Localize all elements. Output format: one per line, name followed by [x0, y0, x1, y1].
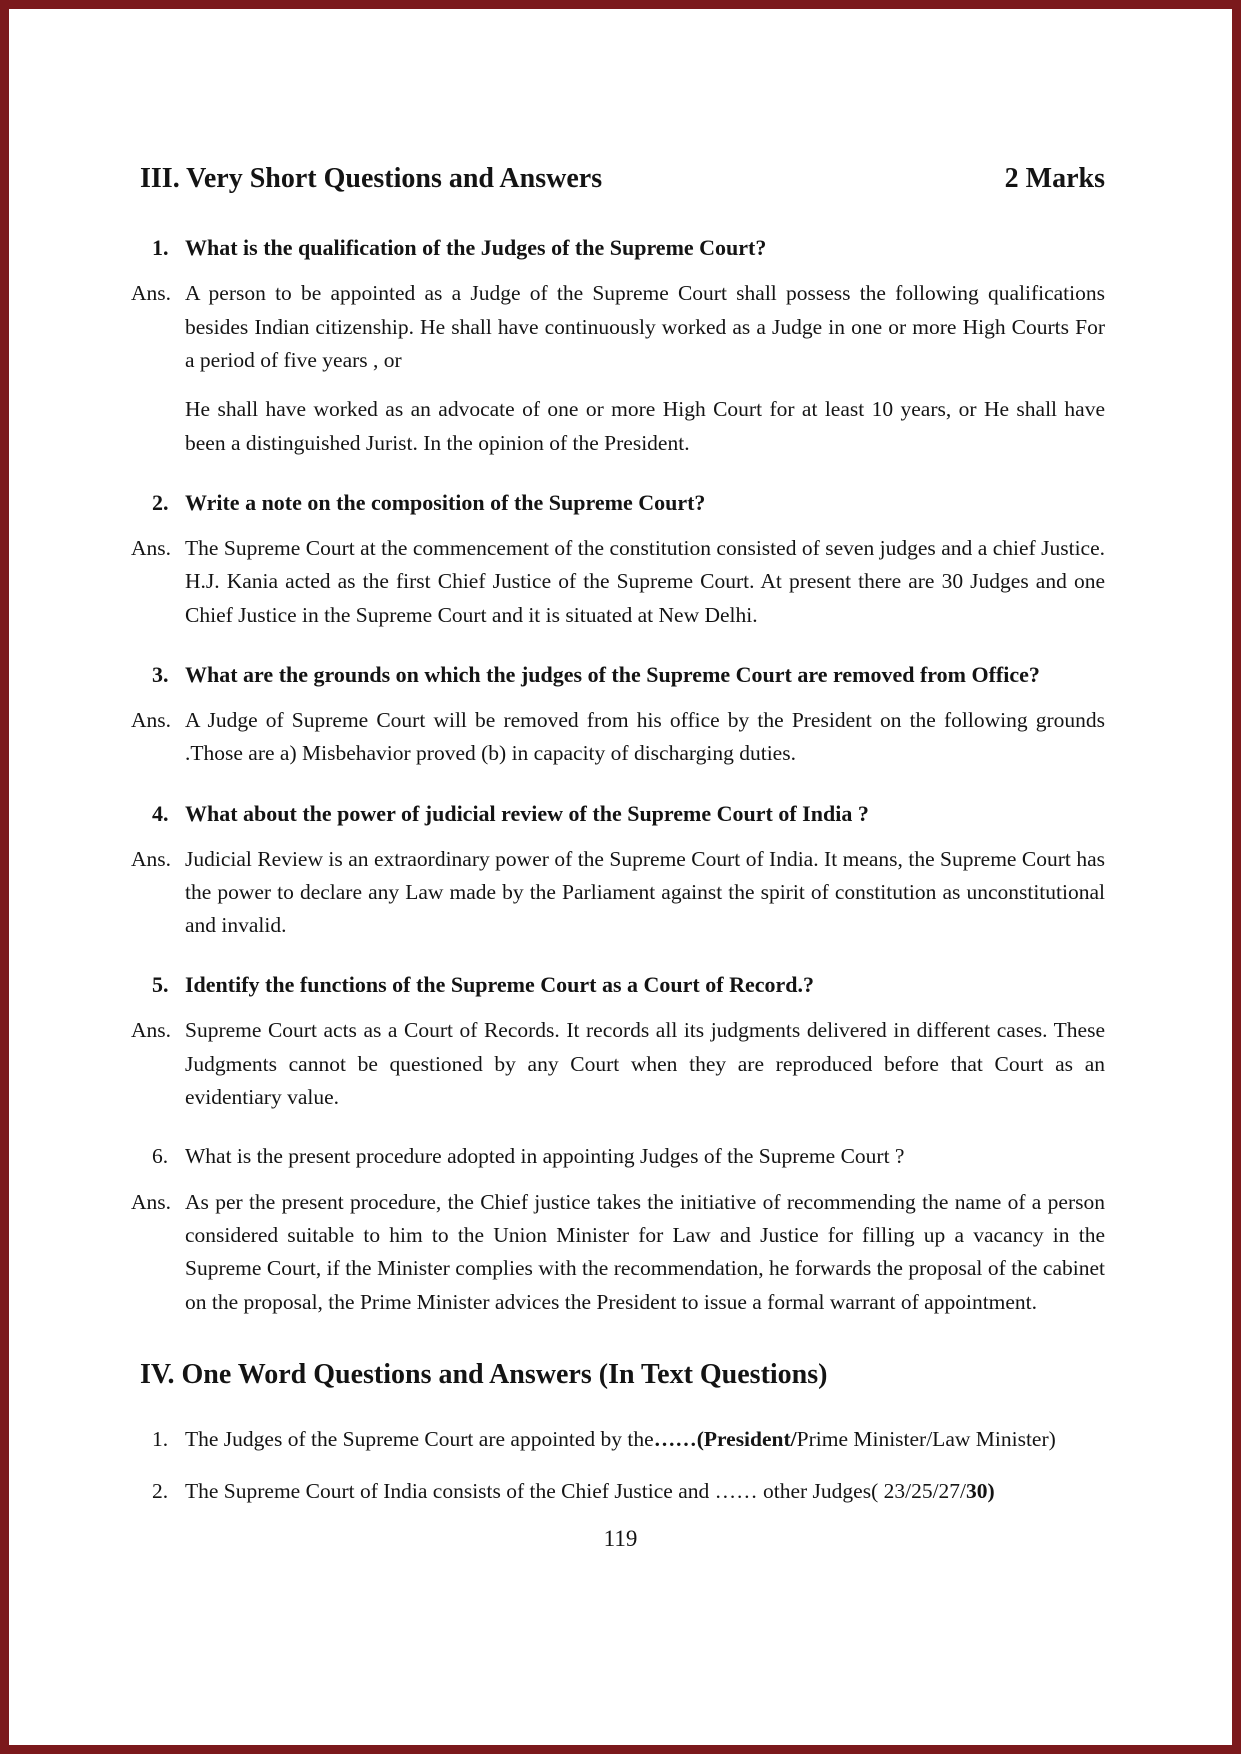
section-iv-title: IV. One Word Questions and Answers (In Text Questions) — [140, 1358, 828, 1390]
one-word-item-2-answer: 30) — [966, 1478, 995, 1503]
question-4-number: 4. — [152, 800, 169, 826]
section-iii-marks: 2 Marks — [1004, 163, 1105, 194]
answer-6-label: Ans. — [131, 1189, 172, 1214]
qa-block-4 — [0, 797, 1241, 943]
answer-2-para-1: The Supreme Court at the commencement of the constitution consisted of seven judges and a chief Justice. H.J. Kania acted as the first Chief Justice of the Supreme Court. At present there are 30 Judges and one Chief Justice in the Supreme Court and it is situated at New Delhi. — [185, 535, 1105, 627]
question-5-text: Identify the functions of the Supreme Court as a Court of Record.? — [185, 972, 814, 998]
answer-4-para-1: Judicial Review is an extraordinary power of the Supreme Court of India. It means, the Supreme Court has the power to declare any Law made by the Parliament against the spirit of constitution as unconstitutional and invalid. — [185, 846, 1105, 938]
answer-1 — [0, 277, 1241, 460]
question-6-text: What is the present procedure adopted in appointing Judges of the Supreme Court ? — [185, 1144, 905, 1169]
section-iv-header — [140, 1357, 1105, 1393]
answer-2 — [0, 532, 1241, 632]
question-3 — [0, 658, 1241, 691]
qa-block-2 — [0, 486, 1241, 632]
one-word-item-1-text — [185, 1423, 1105, 1456]
one-word-item-1-number: 1. — [152, 1427, 169, 1452]
page-content — [0, 161, 1241, 1552]
one-word-item-2 — [0, 1475, 1241, 1508]
section-iii-header — [140, 161, 1105, 197]
answer-3-label: Ans. — [131, 707, 172, 732]
question-2-text: Write a note on the composition of the Supreme Court? — [185, 489, 706, 515]
question-4 — [0, 797, 1241, 830]
question-6-number: 6. — [152, 1144, 169, 1169]
answer-4-label: Ans. — [131, 846, 172, 871]
one-word-item-1-answer: ……(President/ — [653, 1427, 797, 1452]
one-word-item-1-pre: The Judges of the Supreme Court are appointed by the — [185, 1427, 654, 1452]
one-word-item-2-number: 2. — [152, 1478, 169, 1503]
question-2 — [0, 486, 1241, 519]
answer-3-para-1: A Judge of Supreme Court will be removed from his office by the President on the following grounds .Those are a) Misbehavior proved (b) in capacity of discharging duties. — [185, 707, 1105, 766]
question-1 — [0, 231, 1241, 264]
question-6 — [0, 1140, 1241, 1172]
qa-block-5 — [0, 968, 1241, 1114]
one-word-item-1-post: Prime Minister/Law Minister) — [796, 1427, 1056, 1452]
one-word-item-1 — [0, 1423, 1241, 1456]
answer-4 — [0, 843, 1241, 943]
qa-block-6 — [0, 1140, 1241, 1319]
question-5 — [0, 968, 1241, 1001]
question-5-number: 5. — [152, 972, 169, 998]
question-4-text: What about the power of judicial review of the Supreme Court of India ? — [185, 800, 869, 826]
page-number: 119 — [603, 1525, 638, 1551]
one-word-item-2-pre: The Supreme Court of India consists of the Chief Justice and …… other Judges( 23/25/27/ — [185, 1478, 967, 1503]
answer-3 — [0, 704, 1241, 771]
qa-block-3 — [0, 658, 1241, 771]
answer-5-para-1: Supreme Court acts as a Court of Records. It records all its judgments delivered in different cases. These Judgments cannot be questioned by any Court when they are reproduced before that Court as an evidentiary value. — [185, 1018, 1105, 1110]
question-3-text: What are the grounds on which the judges of the Supreme Court are removed from Office? — [185, 661, 1040, 687]
question-3-number: 3. — [152, 661, 169, 687]
answer-1-label: Ans. — [131, 281, 172, 306]
answer-5 — [0, 1014, 1241, 1114]
section-iii-title: III. Very Short Questions and Answers — [140, 163, 603, 194]
answer-2-label: Ans. — [131, 535, 172, 560]
answer-6 — [0, 1186, 1241, 1319]
answer-1-para-2: He shall have worked as an advocate of one or more High Court for at least 10 years, or He shall have been a distinguished Jurist. In the opinion of the President. — [185, 397, 1105, 455]
answer-5-label: Ans. — [131, 1018, 172, 1043]
question-1-number: 1. — [152, 235, 169, 261]
one-word-item-2-text — [185, 1475, 1105, 1508]
answer-1-para-1: A person to be appointed as a Judge of the Supreme Court shall possess the following qualifications besides Indian citizenship. He shall have continuously worked as a Judge in one or more High Courts For a period of five years , or — [185, 281, 1105, 373]
question-2-number: 2. — [152, 489, 169, 515]
qa-block-1 — [0, 231, 1241, 460]
answer-6-para-1: As per the present procedure, the Chief justice takes the initiative of recommending the name of a person considered suitable to him to the Union Minister for Law and Justice for filling up a vacancy in the Supreme Court, if the Minister complies with the recommendation, he forwards the proposal of the cabinet on the proposal, the Prime Minister advices the President to issue a formal warrant of appointment. — [185, 1189, 1105, 1314]
question-1-text: What is the qualification of the Judges of the Supreme Court? — [185, 235, 767, 261]
